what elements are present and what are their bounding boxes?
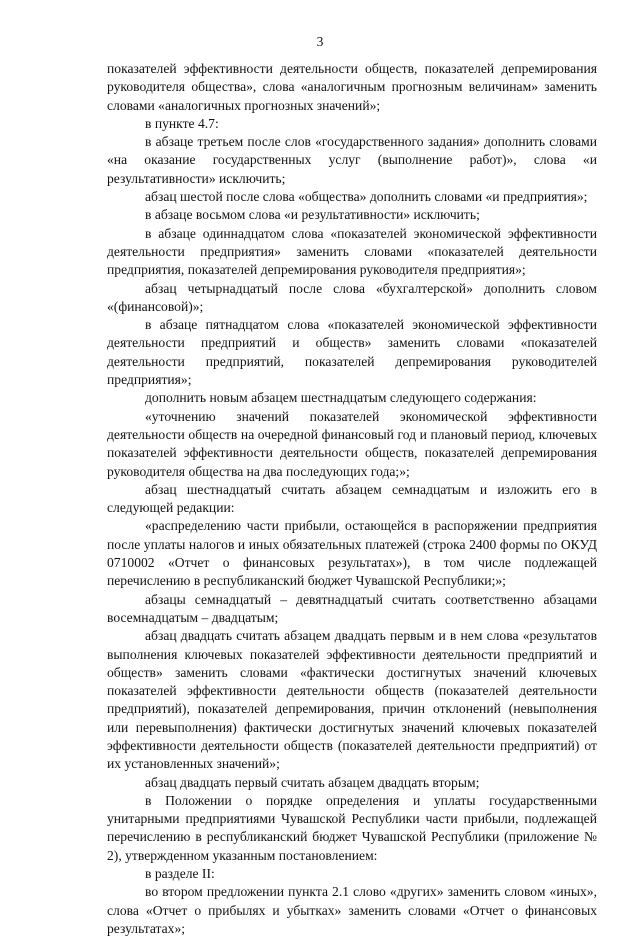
paragraph: во втором предложении пункта 2.1 слово «других» заменить словом «иных», слова «Отчет о прибылях и убытках» заменить словами «Отчет о финансовых результатах»; — [107, 884, 597, 936]
paragraph: в абзаце восьмом слова «и результативности» исключить; — [145, 207, 480, 223]
paragraph: в пункте 4.7: — [145, 115, 219, 131]
paragraph: в разделе II: — [145, 866, 215, 882]
paragraph: «уточнению значений показателей экономической эффективности деятельности обществ на очередной финансовый год и плановый период, ключевых показателей эффективности деятельности обществ, показателей депремирования руководителя общества на два последующих года;»; — [107, 408, 597, 479]
document-body — [107, 60, 597, 938]
paragraph: в абзаце третьем после слов «государственного задания» дополнить словами «на оказание государственных услуг (выполнение работ)», слова «и результативности» исключить; — [107, 134, 597, 186]
paragraph: абзацы семнадцатый – девятнадцатый считать соответственно абзацами восемнадцатым – двадцатым; — [107, 591, 597, 625]
paragraph: абзац четырнадцатый после слова «бухгалтерской» дополнить словом «(финансовой)»; — [107, 280, 597, 314]
paragraph: в Положении о порядке определения и уплаты государственными унитарными предприятиями Чувашской Республики части прибыли, подлежащей перечислению в республиканский бюджет Чувашской Республики (приложение № 2), утвержденном указанным постановлением: — [107, 792, 597, 863]
paragraph: абзац двадцать считать абзацем двадцать первым и в нем слова «результатов выполнения ключевых показателей эффективности деятельности предприятий и обществ» заменить словами «фактически достигнутых значений ключевых показателей эффективности деятельности обществ (показателей деятельности предприятий), показателей депремирования, причин отклонений (невыполнения или перевыполнения) фактически достигнутых значений ключевых показателей эффективности деятельности обществ (показателей деятельности предприятий) от их установленных значений»; — [107, 628, 597, 772]
paragraph: абзац шестой после слова «общества» дополнить словами «и предприятия»; — [145, 189, 588, 205]
paragraph: в абзаце пятнадцатом слова «показателей экономической эффективности деятельности предприятий и обществ» заменить словами «показателей деятельности предприятий, показателей депремирования руководителей предприятия»; — [107, 317, 597, 388]
paragraph: в абзаце одиннадцатом слова «показателей экономической эффективности деятельности предприятия» заменить словами «показателей деятельности предприятия, показателей депремирования руководителя предприятия»; — [107, 225, 597, 278]
page-number: 3 — [316, 34, 324, 49]
paragraph: дополнить новым абзацем шестнадцатым следующего содержания: — [145, 390, 537, 406]
paragraph: абзац двадцать первый считать абзацем двадцать вторым; — [145, 774, 480, 790]
paragraph: показателей эффективности деятельности обществ, показателей депремирования руководителя общества», слова «аналогичным прогнозным величинам» заменить словами «аналогичных прогнозных значений»; — [107, 61, 597, 113]
paragraph: «распределению части прибыли, остающейся в распоряжении предприятия после уплаты налогов и иных обязательных платежей (строка 2400 формы по ОКУД 0710002 «Отчет о финансовых результатах»), в том числе подлежащей перечислению в республиканский бюджет Чувашской Республики;»; — [107, 518, 597, 589]
paragraph: абзац шестнадцатый считать абзацем семнадцатым и изложить его в следующей редакции: — [107, 481, 597, 516]
